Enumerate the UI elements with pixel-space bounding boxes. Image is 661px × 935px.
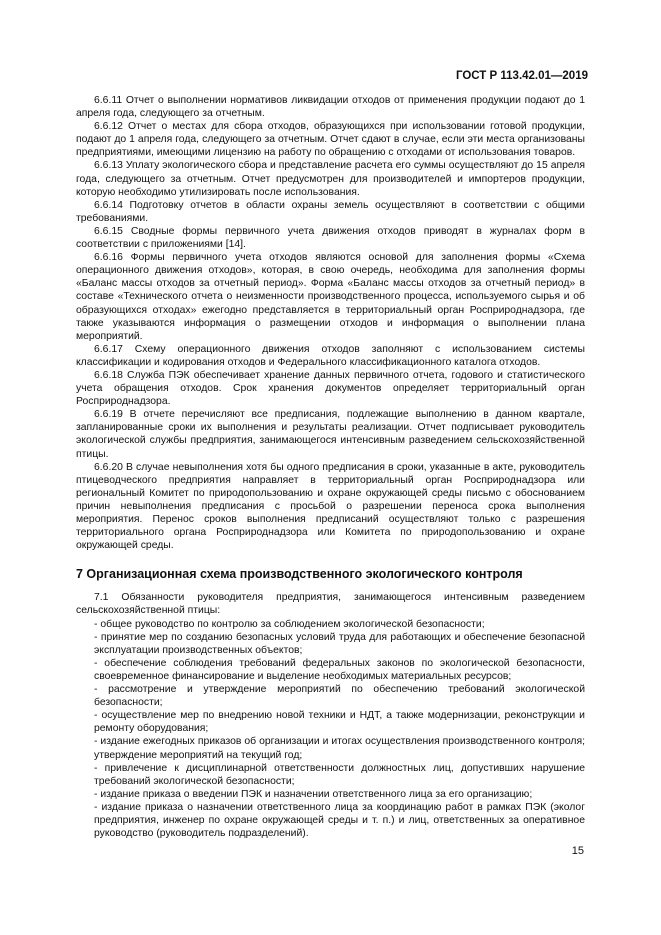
paragraph-6-6-18: 6.6.18 Служба ПЭК обеспечивает хранение данных первичного отчета, годового и статистического учета обращения отходов. Срок хранения документов определяет территориальный орган Росприроднадзора. bbox=[76, 369, 585, 408]
paragraph-7-1: 7.1 Обязанности руководителя предприятия, занимающегося интенсивным разведением сельскохозяйственной птицы: bbox=[76, 592, 585, 617]
list-item: - рассмотрение и утверждение мероприятий по обеспечению требований экологической безопасности; bbox=[94, 684, 585, 709]
list-item: - осуществление мер по внедрению новой техники и НДТ, а также модернизации, реконструкции и ремонту оборудования; bbox=[94, 710, 585, 735]
list-item: - издание ежегодных приказов об организации и итогах осуществления производственного контроля; утверждение мероприятий на текущий год; bbox=[94, 736, 585, 761]
paragraph-6-6-13: 6.6.13 Уплату экологического сбора и представление расчета его суммы осуществляют до 15 апреля года, следующего за отчетным. Отчет предусмотрен для производителей и импортеров продукции, которую необходимо утилизировать после использования. bbox=[76, 160, 585, 198]
paragraph-6-6-11: 6.6.11 Отчет о выполнении нормативов ликвидации отходов от применения продукции подают до 1 апреля года, следующего за отчетным. bbox=[76, 95, 585, 120]
paragraph-6-6-16: 6.6.16 Формы первичного учета отходов являются основой для заполнения формы «Схема операционного движения отходов», которая, в свою очередь, необходима для заполнения формы «Баланс массы отходов за отчетный период». Форма «Баланс массы отходов за отчетный период» в составе «Технического отчета о неизменности производственного процесса, используемого сырья и об образующихся отходах» ежегодно представляется в территориальный орган Росприроднадзора, где также указываются информация о размещении отходов и информация о выполнении плана мероприятий. bbox=[76, 252, 585, 342]
paragraph-6-6-19: 6.6.19 В отчете перечисляют все предписания, подлежащие выполнению в данном квартале, запланированные сроки их выполнения и результаты реализации. Отчет подписывает руководитель экологической службы предприятия, занимающегося интенсивным разведением сельскохозяйственной птицы. bbox=[76, 409, 585, 460]
list-item: - обеспечение соблюдения требований федеральных законов по экологической безопасности, своевременное финансирование и выделение необходимых материальных ресурсов; bbox=[94, 657, 585, 682]
paragraph-6-6-17: 6.6.17 Схему операционного движения отходов заполняют с использованием системы классификации и кодирования отходов и Федерального классификационного каталога отходов. bbox=[76, 343, 585, 368]
list-item: - общее руководство по контролю за соблюдением экологической безопасности; bbox=[94, 618, 485, 630]
page-number: 15 bbox=[571, 845, 584, 857]
list-item: - принятие мер по созданию безопасных условий труда для работающих и обеспечение безопасной эксплуатации производственных объектов; bbox=[94, 631, 585, 656]
paragraph-6-6-15: 6.6.15 Сводные формы первичного учета движения отходов приводят в журналах форм в соответствии с приложениями [14]. bbox=[76, 225, 585, 251]
paragraph-6-6-14: 6.6.14 Подготовку отчетов в области охраны земель осуществляют в соответствии с общими требованиями. bbox=[76, 199, 585, 224]
section-7-heading: 7 Организационная схема производственного экологического контроля bbox=[76, 567, 523, 582]
list-item: - издание приказа о назначении ответственного лица за координацию работ в рамках ПЭК (эколог предприятия, инженер по охране окружающей среды и т. п.) и лиц, ответственных за оперативное руководство (руководитель подразделений). bbox=[94, 801, 585, 840]
paragraph-6-6-20: 6.6.20 В случае невыполнения хотя бы одного предписания в сроки, указанные в акте, руководитель птицеводческого предприятия направляет в территориальный орган Росприроднадзора или региональный Комитет по природопользованию и охране окружающей среды письмо с обоснованием причин невыполнения предписания с просьбой о разрешении переноса срока выполнения мероприятия. Перенос сроков выполнения предписаний осуществляют только с разрешения территориального органа Росприроднадзора или Комитета по природопользованию и охране окружающей среды. bbox=[76, 461, 585, 552]
list-item: - издание приказа о введении ПЭК и назначении ответственного лица за его организацию; bbox=[94, 788, 533, 800]
document-body bbox=[76, 94, 585, 840]
paragraph-6-6-12: 6.6.12 Отчет о местах для сбора отходов, образующихся при использовании готовой продукции, подают до 1 апреля года, следующего за отчетным. Отчет сдают в случае, если эти места организованы предприятиями, имеющими лицензию на работу по обращению с отходами от использования товаров. bbox=[76, 121, 585, 159]
list-item: - привлечение к дисциплинарной ответственности должностных лиц, допустивших нарушение требований экологической безопасности; bbox=[94, 762, 585, 787]
document-code: ГОСТ Р 113.42.01—2019 bbox=[455, 70, 588, 82]
